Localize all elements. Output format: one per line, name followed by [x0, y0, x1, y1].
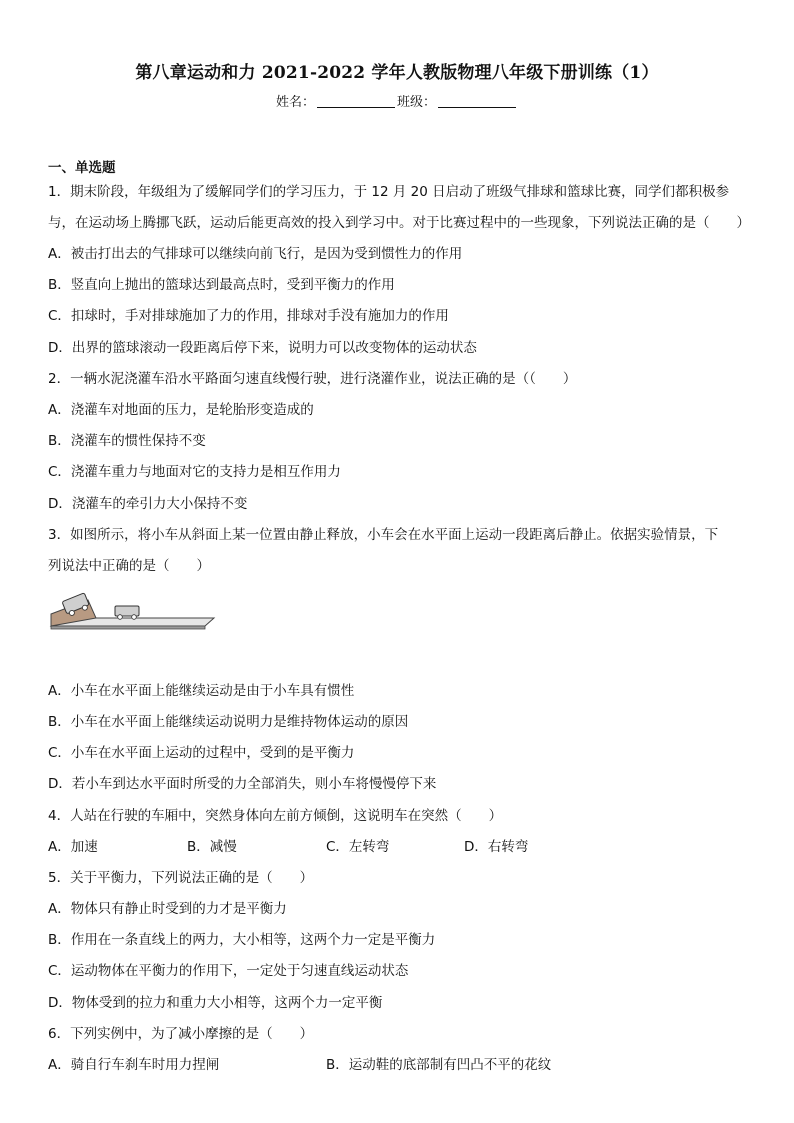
student-info-line: [0, 91, 794, 110]
section-title: 一、单选题: [48, 160, 116, 176]
question-6-line-1: 6．下列实例中，为了减小摩擦的是（ ）: [48, 1026, 314, 1042]
question-4-line-1: 4．人站在行驶的车厢中，突然身体向左前方倾倒，这说明车在突然（ ）: [48, 808, 503, 824]
class-label: 班级：: [397, 95, 437, 110]
question-2-option-d: D．浇灌车的牵引力大小保持不变: [48, 496, 248, 512]
question-3-option-d: D．若小车到达水平面时所受的力全部消失，则小车将慢慢停下来: [48, 776, 437, 792]
name-blank[interactable]: [317, 95, 395, 108]
question-5-option-c: C．运动物体在平衡力的作用下，一定处于匀速直线运动状态: [48, 963, 409, 979]
question-3-line-2: 列说法中正确的是（ ）: [48, 558, 210, 574]
question-6-option-b: B．运动鞋的底部制有凹凸不平的花纹: [326, 1057, 552, 1073]
question-5-option-a: A．物体只有静止时受到的力才是平衡力: [48, 901, 287, 917]
question-4-option-d: D．右转弯: [464, 839, 529, 855]
question-1-option-c: C．扣球时，手对排球施加了力的作用，排球对手没有施加力的作用: [48, 308, 449, 324]
cart-on-plane: [115, 606, 139, 619]
question-3-option-a: A．小车在水平面上能继续运动是由于小车具有惯性: [48, 683, 355, 699]
question-2-option-a: A．浇灌车对地面的压力，是轮胎形变造成的: [48, 402, 314, 418]
question-2-line-1: 2．一辆水泥浇灌车沿水平路面匀速直线慢行驶，进行浇灌作业，说法正确的是（（ ）: [48, 371, 577, 387]
question-1-line-1: 1．期末阶段，年级组为了缓解同学们的学习压力，于 12 月 20 日启动了班级气排球和篮球比赛，同学们都积极参: [48, 184, 730, 200]
question-2-option-b: B．浇灌车的惯性保持不变: [48, 433, 206, 449]
class-blank[interactable]: [438, 95, 516, 108]
question-5-option-b: B．作用在一条直线上的两力，大小相等，这两个力一定是平衡力: [48, 932, 436, 948]
question-1-option-b: B．竖直向上抛出的篮球达到最高点时，受到平衡力的作用: [48, 277, 395, 293]
track-front-face: [51, 626, 205, 629]
question-4-option-a: A．加速: [48, 839, 98, 855]
question-5-line-1: 5．关于平衡力，下列说法正确的是（ ）: [48, 870, 314, 886]
question-1-option-d: D．出界的篮球滚动一段距离后停下来，说明力可以改变物体的运动状态: [48, 340, 477, 356]
question-3-line-1: 3．如图所示，将小车从斜面上某一位置由静止释放，小车会在水平面上运动一段距离后静止。依据实验情景，下: [48, 527, 719, 543]
question-5-option-d: D．物体受到的拉力和重力大小相等，这两个力一定平衡: [48, 995, 383, 1011]
question-3-option-c: C．小车在水平面上运动的过程中，受到的是平衡力: [48, 745, 355, 761]
page-title: 第八章运动和力 2021-2022 学年人教版物理八年级下册训练（1）: [135, 63, 659, 83]
question-3-option-b: B．小车在水平面上能继续运动说明力是维持物体运动的原因: [48, 714, 409, 730]
question-4-option-c: C．左转弯: [326, 839, 390, 855]
name-label: 姓名：: [275, 95, 315, 110]
incline-cart-figure: [48, 590, 218, 632]
question-1-line-2: 与，在运动场上腾挪飞跃，运动后能更高效的投入到学习中。对于比赛过程中的一些现象，下列说法正确的是（ ）: [48, 215, 750, 231]
question-6-option-a: A．骑自行车刹车时用力捏闸: [48, 1057, 220, 1073]
question-4-option-b: B．减慢: [187, 839, 237, 855]
question-2-option-c: C．浇灌车重力与地面对它的支持力是相互作用力: [48, 464, 341, 480]
question-1-option-a: A．被击打出去的气排球可以继续向前飞行，是因为受到惯性力的作用: [48, 246, 463, 262]
